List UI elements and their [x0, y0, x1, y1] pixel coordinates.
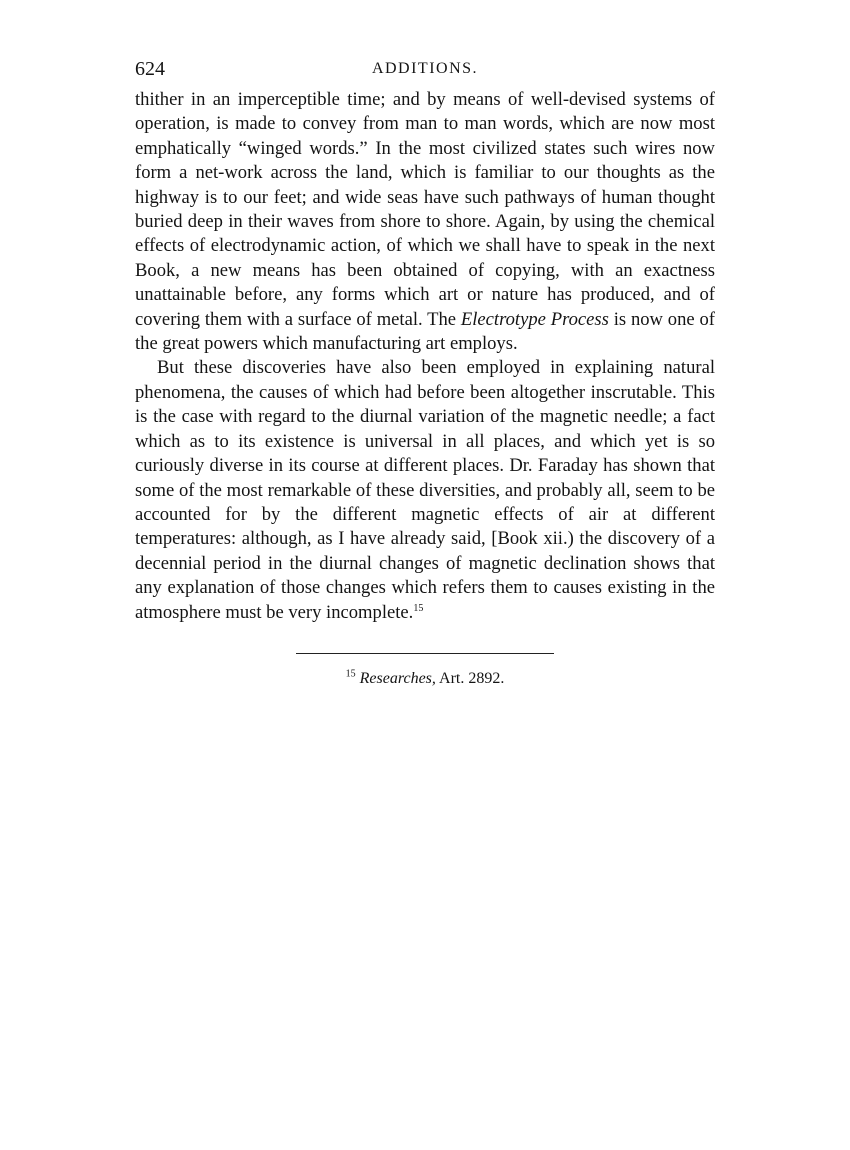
paragraph-1-text-b: is now one of the great powers which manufacturing art employs. [135, 308, 715, 355]
paragraph-1 [135, 88, 715, 356]
footnote-marker: 15 [345, 668, 356, 680]
paragraph-2-text: But these discoveries have also been employed in explaining natural phenomena, the causes of which had before been altogether inscrutable. This is the case with regard to the diurnal variation of the magnetic needle; a fact which as to its existence is universal in all places, and which yet is so curiously diverse in its course at different places. Dr. Faraday has shown that some of the most remarkable of these diversities, and probably all, seem to be accounted for by the different magnetic effects of air at different temperatures: although, as I have already said, [Book xii.) the discovery of a decennial period in the diurnal changes of magnetic declination shows that any explanation of those changes which refers them to causes existing in the atmosphere must be very incomplete. [135, 357, 715, 623]
page-number: 624 [135, 58, 165, 80]
paragraph-2 [135, 356, 715, 624]
footnote-source-detail: Art. 2892. [435, 669, 505, 687]
footnote-reference: 15 [413, 602, 424, 614]
running-head [135, 58, 715, 88]
footnote-source-title: Researches, [359, 669, 436, 687]
body-text [135, 88, 715, 625]
book-page [135, 58, 715, 688]
running-title: ADDITIONS. [371, 60, 479, 77]
paragraph-1-text-a: thither in an imperceptible time; and by means of well-devised systems of operation, is made to convey from man to man words, which are now most emphatically “winged words.” In the most civilized states such wires now form a net-work across the land, which is familiar to our thoughts as the highway is to our feet; and wide seas have such pathways of human thought buried deep in their waves from shore to shore. Again, by using the chemical effects of electrodynamic action, of which we shall have to speak in the next Book, a new means has been obtained of copying, with an exactness unattainable before, any forms which art or nature has produced, and of covering them with a surface of metal. The [135, 89, 715, 330]
footnote [135, 670, 715, 688]
paragraph-1-italic-term: Electrotype Process [460, 308, 609, 330]
footnote-divider [296, 653, 554, 654]
